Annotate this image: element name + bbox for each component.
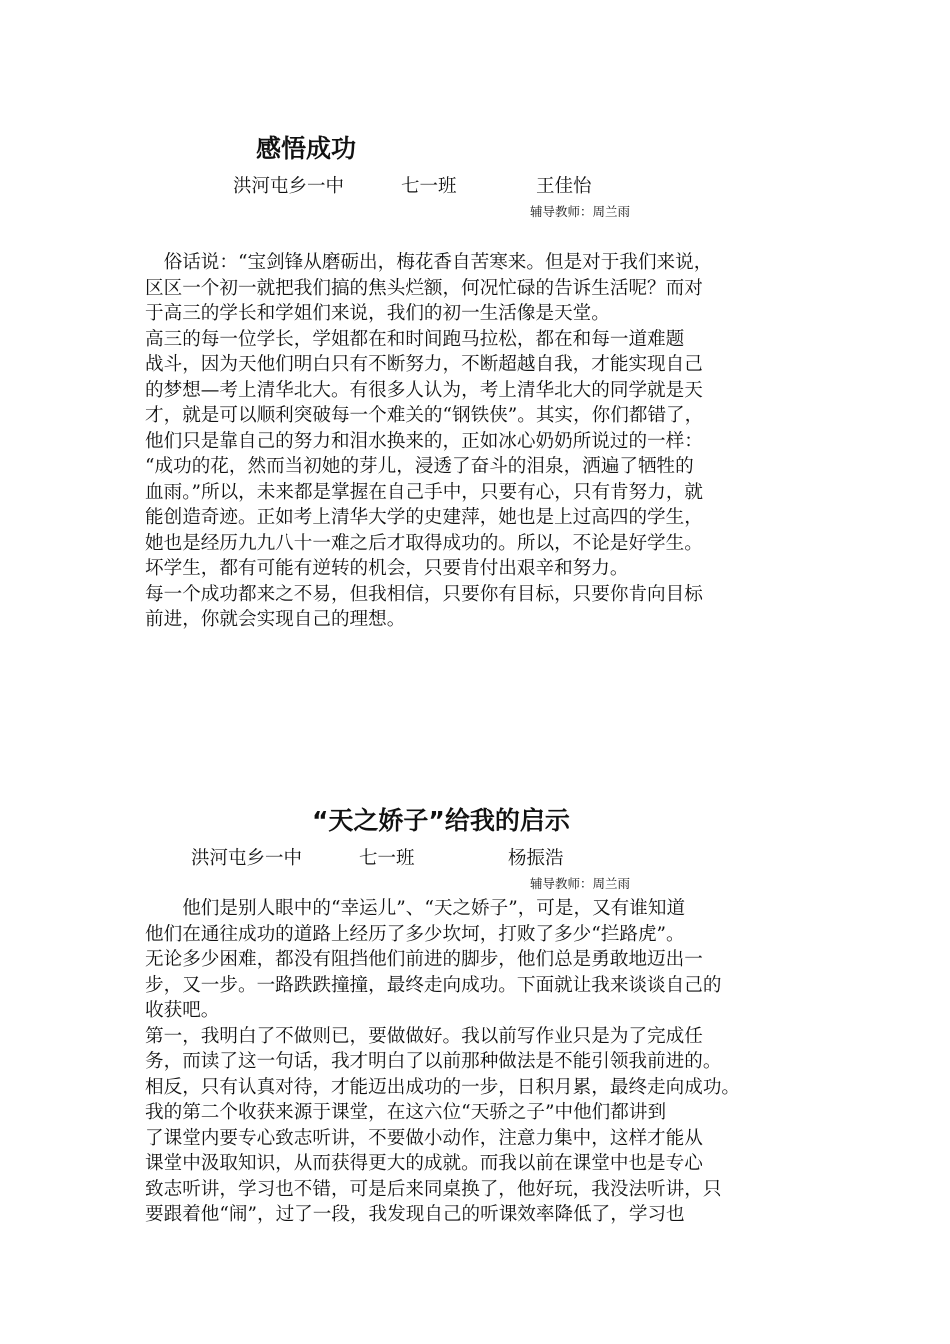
article-2-class: 七一班 [359,848,415,869]
article-1-line: 他们只是靠自己的努力和泪水换来的，正如冰心奶奶所说过的一样： [145,430,703,452]
article-2-line: 第一，我明白了不做则已，要做做好。我以前写作业只是为了完成任 [145,1025,703,1047]
article-2-line: 他们是别人眼中的“幸运儿”、“天之娇子”，可是，又有谁知道 [145,898,686,919]
article-1-line: 她也是经历九九八十一难之后才取得成功的。所以，不论是好学生。 [145,532,703,554]
article-1-title: 感悟成功 [256,134,357,163]
article-1-line: 每一个成功都来之不易，但我相信，只要你有目标，只要你肯向目标 [145,583,703,605]
article-2-title: “天之娇子”给我的启示 [312,806,570,835]
article-2-line: 了课堂内要专心致志听讲，不要做小动作，注意力集中，这样才能从 [145,1127,703,1149]
article-1-line: 前进，你就会实现自己的理想。 [145,609,406,630]
article-1-line: 的梦想—考上清华北大。有很多人认为，考上清华北大的同学就是天 [145,379,703,401]
article-1-line: 战斗，因为天他们明白只有不断努力，不断超越自我，才能实现自己 [145,354,703,375]
article-1-body [145,250,810,633]
article-2-line: 相反，只有认真对待，才能迈出成功的一步，日积月累，最终走向成功。 [145,1076,741,1098]
article-2-line: 步，又一步。一路跌跌撞撞，最终走向成功。下面就让我来谈谈自己的 [145,974,722,996]
article-2-body [145,896,810,1228]
article-1-class: 七一班 [401,176,457,197]
article-1-author: 王佳怡 [536,176,592,197]
article-2-line: 无论多少困难，都没有阻挡他们前进的脚步，他们总是勇敢地迈出一 [145,949,703,970]
article-1-line: 俗话说：“宝剑锋从磨砺出，梅花香自苦寒来。但是对于我们来说， [145,252,713,273]
article-2-line: 我的第二个收获来源于课堂，在这六位“天骄之子”中他们都讲到 [145,1102,667,1123]
article-2-line: 要跟着他“闹”，过了一段，我发现自己的听课效率降低了，学习也 [145,1204,685,1225]
article-2-school: 洪河屯乡一中 [191,848,303,869]
article-2-byline [0,847,950,871]
article-1-line: 能创造奇迹。正如考上清华大学的史建萍，她也是上过高四的学生， [145,507,703,528]
article-1-byline [0,175,950,199]
article-1-line: 才，就是可以顺利突破每一个难关的“钢铁侠”。其实，你们都错了， [145,405,704,426]
article-1-line: 高三的每一位学长，学姐都在和时间跑马拉松，都在和每一道难题 [145,328,685,350]
article-1-school: 洪河屯乡一中 [233,176,345,197]
article-1-line: “成功的花，然而当初她的芽儿，浸透了奋斗的泪泉，洒遍了牺牲的 [145,456,694,477]
article-2-line: 收获吧。 [145,1000,220,1021]
article-2-author: 杨振浩 [508,848,564,869]
article-1-line: 血雨。”所以，未来都是掌握在自己手中，只要有心，只有肯努力，就 [145,481,704,503]
article-2-line: 务，而读了这一句话，我才明白了以前那种做法是不能引领我前进的。 [145,1051,722,1072]
article-1-line: 区区一个初一就把我们搞的焦头烂额，何况忙碌的告诉生活呢？而对 [145,277,703,299]
article-1-line: 于高三的学长和学姐们来说，我们的初一生活像是天堂。 [145,303,610,324]
article-2-line: 致志听讲，学习也不错，可是后来同桌换了，他好玩，我没法听讲，只 [145,1178,722,1200]
article-1-line: 坏学生，都有可能有逆转的机会，只要肯付出艰辛和努力。 [145,558,629,579]
article-2-line: 课堂中汲取知识，从而获得更大的成就。而我以前在课堂中也是专心 [145,1153,703,1174]
article-2-line: 他们在通往成功的道路上经历了多少坎坷，打败了多少“拦路虎”。 [145,923,685,945]
article-1-teacher: 辅导教师：周兰雨 [530,204,631,219]
article-2-teacher: 辅导教师：周兰雨 [530,876,631,891]
